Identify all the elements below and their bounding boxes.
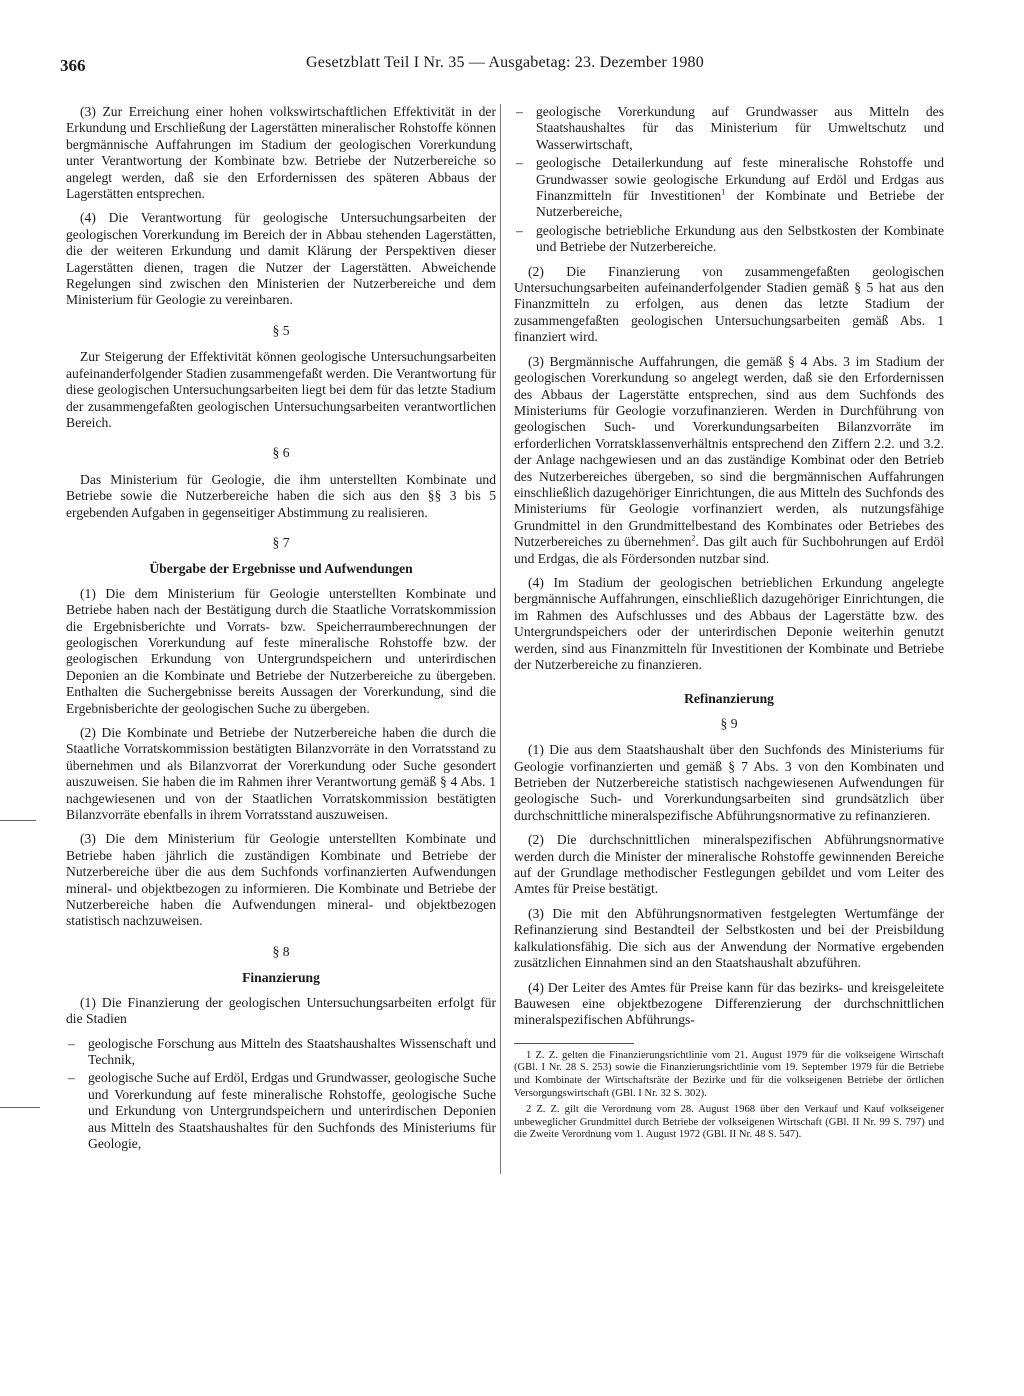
paragraph-s9-abs1: (1) Die aus dem Staatshaushalt über den Suchfonds des Ministeriums für Geologie vorfinanzierten und gemäß § 7 Abs. 3 von den Kombinaten und Betrieben der Nutzerbereiche statistisch nachgewiesenen Aufwendungen für geologische Such- und Vorerkundungsarbeiten sind grundsätzlich über durchschnittliche mineralspezifische Abführungsnormative zu refinanzieren.: [514, 742, 944, 823]
section-title-7: Übergabe der Ergebnisse und Aufwendungen: [149, 561, 413, 577]
footnote-1: 1 Z. Z. gelten die Finanzierungsrichtlinie vom 21. August 1979 für die volkseigene Wirtschaft (GBl. I Nr. 28 S. 253) sowie die Finanzierungsrichtlinie vom 19. September 1979 für die Betriebe und Kombinate der Wirtschaftsräte der Bezirke und für die volkseigenen Betriebe der örtlichen Versorgungswirtschaft (GBl. I Nr. 32 S. 302).: [514, 1049, 944, 1099]
paragraph-s7-abs2: (2) Die Kombinate und Betriebe der Nutzerbereiche haben die durch die Staatliche Vorratskommission bestätigten Bilanzvorräte in den Vorratsstand zu übernehmen und als Bilanzvorrat der Vorerkundung oder Suche gesondert auszuweisen. Sie haben die im Rahmen ihrer Verantwortung gemäß § 4 Abs. 1 nachgewiesenen und von der Staatlichen Vorratskommission bestätigten Bilanzvorräte ebenfalls in ihrem Vorratsstand auszuweisen.: [66, 725, 496, 823]
paragraph-s6: Das Ministerium für Geologie, die ihm unterstellten Kombinate und Betriebe sowie die Nutzerbereiche haben die sich aus den §§ 3 bis 5 ergebenden Aufgaben in gegenseitiger Abstimmung zu realisieren.: [66, 471, 496, 520]
footnote-2: 2 Z. Z. gilt die Verordnung vom 28. August 1968 über den Verkauf und Kauf volkseigener unbeweglicher Grundmittel durch Betriebe der volkseigenen Wirtschaft (GBl. II Nr. 99 S. 797) und die Zweite Verordnung vom 1. August 1972 (GBl. II Nr. 48 S. 547).: [514, 1104, 944, 1141]
section-number-6: § 6: [272, 445, 290, 461]
paragraph-s9-abs3: (3) Die mit den Abführungsnormativen festgelegten Wertumfänge der Refinanzierung sind Bestandteil der Selbstkosten und bei der Preisbildung kalkulationsfähig. Die sich aus der Anwendung der Normative ergebenden zusätzlichen Einnahmen sind an den Staatshaushalt abzuführen.: [514, 905, 944, 971]
list-item: – geologische Suche auf Erdöl, Erdgas und Grundwasser, geologische Suche und Vorerkundung auf feste mineralische Rohstoffe, geologische Suche und Erkundung von Untergrundspeichern und unterirdischen Deponien aus Mitteln des Staatshaushaltes für den Suchfonds des Ministeriums für Geologie,: [66, 1070, 496, 1152]
paragraph-s9-abs2: (2) Die durchschnittlichen mineralspezifischen Abführungsnormative werden durch die Minister der mineralische Rohstoffe gewinnenden Bereiche auf der Grundlage methodischer Festlegungen gebildet und vom Leiter des Amtes für Preise bestätigt.: [514, 832, 944, 897]
list-item: – geologische Vorerkundung auf Grundwasser aus Mitteln des Staatshaushaltes für das Ministerium für Umweltschutz und Wasserwirtschaft,: [514, 104, 944, 153]
section-title-8: Finanzierung: [242, 970, 320, 986]
paragraph-s5: Zur Steigerung der Effektivität können geologische Untersuchungsarbeiten aufeinanderfolgender Stadien zusammengefaßt werden. Die Verantwortung für diese geologischen Untersuchungsarbeiten liegt bei dem für das letzte Stadium der zusammengefaßten geologischen Untersuchungsarbeiten verantwortlichen Bereich.: [66, 349, 496, 430]
paragraph-s8-abs2: (2) Die Finanzierung von zusammengefaßten geologischen Untersuchungsarbeiten aufeinanderfolgender Stadien gemäß § 5 hat aus den Finanzmitteln zu erfolgen, aus denen das letzte Stadium der zusammengefaßten geologischen Untersuchungsarbeiten gemäß Abs. 1 finanziert wird.: [514, 263, 944, 345]
list-item-text: geologische Detailerkundung auf feste mineralische Rohstoffe und Grundwasser sowie geologische Erkundung auf Erdöl und Erdgas aus Finanzmitteln für Investitionen: [536, 155, 944, 204]
paragraph-s4-abs4: (4) Die Verantwortung für geologische Untersuchungsarbeiten der geologischen Vorerkundung im Bereich der in Abbau stehenden Lagerstätten, die der weiteren Erkundung und damit Klärung der Perspektiven dieser Lagerstätten dienen, tragen die Nutzer der Lagerstätten. Abweichende Regelungen sind zwischen den Ministerien der Nutzerbereiche und dem Ministerium für Geologie zu vereinbaren.: [66, 210, 496, 308]
paragraph-s9-abs4: (4) Der Leiter des Amtes für Preise kann für das bezirks- und kreisgeleitete Bauwesen eine objektbezogene Differenzierung der durchschnittlichen mineralspezifischen Abführungs-: [514, 979, 944, 1028]
list-item: – geologische betriebliche Erkundung aus den Selbstkosten der Kombinate und Betriebe der Nutzerbereiche.: [514, 223, 944, 256]
paragraph-s7-abs3: (3) Die dem Ministerium für Geologie unterstellten Kombinate und Betriebe haben jährlich die zuständigen Kombinate und Betriebe der Nutzerbereiche über die aus dem Suchfonds vorfinanzierten Aufwendungen mineral- und objektbezogen zu informieren. Die Kombinate und Betriebe der Nutzerbereiche haben die Aufwendungen mineral- und objektbezogen statistisch nachzuweisen.: [66, 831, 496, 929]
section-number-5: § 5: [272, 322, 290, 338]
footnotes: [514, 1050, 944, 1142]
funding-stage-list-continued: [514, 104, 944, 256]
paragraph-s8-abs3: [514, 354, 944, 567]
section-title-refinanzierung: Refinanzierung: [684, 691, 774, 707]
page-number: 366: [60, 56, 86, 75]
funding-stage-list: [66, 1036, 496, 1153]
footnote-separator: [514, 1043, 634, 1044]
left-column: [66, 104, 496, 1160]
right-column: [514, 104, 944, 1146]
paragraph-s8-abs4: (4) Im Stadium der geologischen betrieblichen Erkundung angelegte bergmännische Auffahrungen, einschließlich dazugehöriger Einrichtungen, die im Rahmen des Aufschlusses und des Abbaus der Lagerstätte bzw. des Untergrundspeichers oder der unterirdischen Deponie weiterhin genutzt werden, sind aus Finanzmitteln für Investitionen der Kombinate und Betriebe der Nutzerbereiche zu finanzieren.: [514, 574, 944, 672]
list-item: [514, 155, 944, 221]
section-number-9: § 9: [720, 715, 738, 731]
paragraph-text: (3) Bergmännische Auffahrungen, die gemäß § 4 Abs. 3 im Stadium der geologischen Vorerkundung so angelegt werden, daß sie den Erfordernissen des Abbaus der Lagerstätte entsprechen, sind aus dem Suchfonds des Ministeriums für Geologie vorzufinanzieren. Werden in Durchführung von geologischen Such- und Vorerkundungsarbeiten Bilanzvorräte im erforderlichen Vorratsklassenverhältnis entsprechend den Ziffern 2.2. und 3.2. der Anlage nachgewiesen und an das zuständige Kombinat oder den Betrieb des Nutzerbereiches übergeben, so sind die bergmännischen Auffahrungen einschließlich dazugehöriger Einrichtungen, die aus Mitteln des Suchfonds des Ministeriums für Geologie vorfinanziert werden, als nutzungsfähige Grundmittel in den Grundmittelbestand des Kombinates oder Betriebes des Nutzerbereiches zu übernehmen: [514, 353, 944, 550]
paragraph-text-tail: . Das gilt auch für Suchbohrungen auf Erdöl und Erdgas, die als Fördersonden nutzbar sind.: [514, 534, 945, 566]
paragraph-s7-abs1: (1) Die dem Ministerium für Geologie unterstellten Kombinate und Betriebe haben nach der Bestätigung durch die Staatliche Vorratskommission die Ergebnisberichte und Vorrats- bzw. Speicherraumberechnungen der geologischen Vorerkundung auf feste mineralische Rohstoffe bzw. der geologischen Erkundung von Untergrundspeichern und unterirdischen Deponien an die Kombinate und Betriebe der Nutzerbereiche zu übergeben. Enthalten die Suchergebnisse bereits Aussagen der Vorerkundung, sind die Ergebnisberichte der geologischen Suche zu übergeben.: [66, 585, 496, 716]
section-number-7: § 7: [272, 534, 290, 550]
paragraph-s8-abs1: (1) Die Finanzierung der geologischen Untersuchungsarbeiten erfolgt für die Stadien: [66, 994, 496, 1027]
page-header: [60, 50, 950, 76]
section-number-8: § 8: [272, 943, 290, 959]
paragraph-s4-abs3: (3) Zur Erreichung einer hohen volkswirtschaftlichen Effektivität in der Erkundung und Erschließung der Lagerstätten mineralischer Rohstoffe können bergmännische Auffahrungen im Stadium der geologischen Vorerkundung unter Verantwortung der Kombinate bzw. Betriebe der Nutzerbereiche so angelegt werden, daß sie den Erfordernissen des späteren Abbaus der Lagerstätten entsprechen.: [66, 104, 496, 202]
list-item: – geologische Forschung aus Mitteln des Staatshaushaltes Wissenschaft und Technik,: [66, 1036, 496, 1069]
list-item-text-tail: der Kombinate und Betriebe der Nutzerbereiche,: [536, 188, 945, 220]
margin-mark: [0, 1107, 40, 1108]
footnote-ref-1: 1: [721, 187, 726, 197]
footnote-ref-2: 2: [691, 533, 696, 543]
running-head: Gesetzblatt Teil I Nr. 35 — Ausgabetag: 23. Dezember 1980: [306, 54, 704, 71]
margin-mark: [0, 820, 36, 821]
column-divider: [500, 104, 501, 1174]
document-page: [60, 50, 950, 1370]
